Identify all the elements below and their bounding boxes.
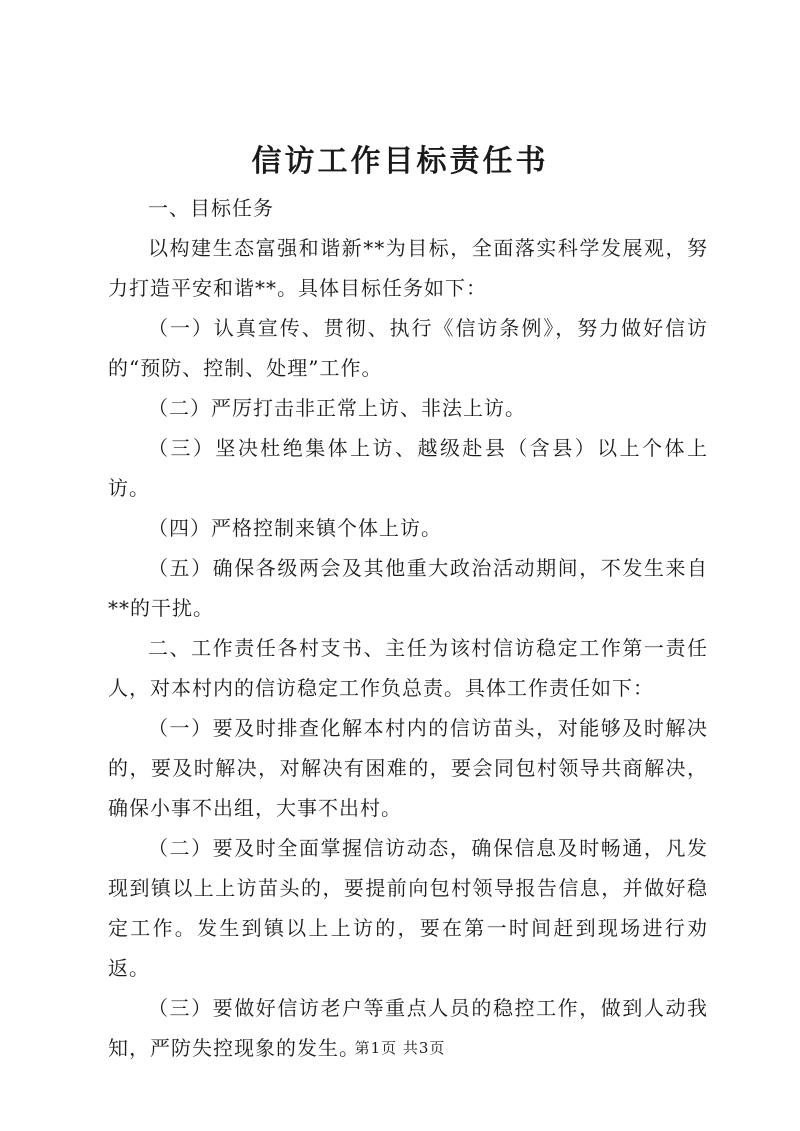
paragraph: （二）严厉打击非正常上访、非法上访。 xyxy=(148,396,526,420)
paragraph: （二）要及时全面掌握信访动态，确保信息及时畅通，凡发现到镇以上上访苗头的，要提前向包村领导报告信息，并做好稳定工作。发生到镇以上上访的，要在第一时间赶到现场进行劝返。 xyxy=(108,836,708,980)
section-heading-responsibilities: 二、工作责任各村支书、主任为该村信访稳定工作第一责任人，对本村内的信访稳定工作负总责。具体工作责任如下： xyxy=(108,636,708,700)
paragraph: （三）要做好信访老户等重点人员的稳控工作，做到人动我知，严防失控现象的发生。 xyxy=(108,996,708,1060)
paragraph: 以构建生态富强和谐新**为目标，全面落实科学发展观，努力打造平安和谐**。具体目标任务如下： xyxy=(108,236,708,300)
paragraph: （四）严格控制来镇个体上访。 xyxy=(148,516,442,540)
page-number-footer: 第1页 共3页 xyxy=(354,1039,446,1057)
paragraph: （五）确保各级两会及其他重大政治活动期间，不发生来自**的干扰。 xyxy=(108,556,708,620)
paragraph: （三）坚决杜绝集体上访、越级赴县（含县）以上个体上访。 xyxy=(108,436,708,500)
section-heading-goals: 一、目标任务 xyxy=(148,196,274,220)
paragraph: （一）认真宣传、贯彻、执行《信访条例》，努力做好信访的“预防、控制、处理”工作。 xyxy=(108,316,708,380)
paragraph: （一）要及时排查化解本村内的信访苗头，对能够及时解决的，要及时解决，对解决有困难的，要会同包村领导共商解决，确保小事不出组，大事不出村。 xyxy=(108,716,708,820)
document-body xyxy=(108,188,708,1068)
document-title: 信访工作目标责任书 xyxy=(251,144,549,179)
